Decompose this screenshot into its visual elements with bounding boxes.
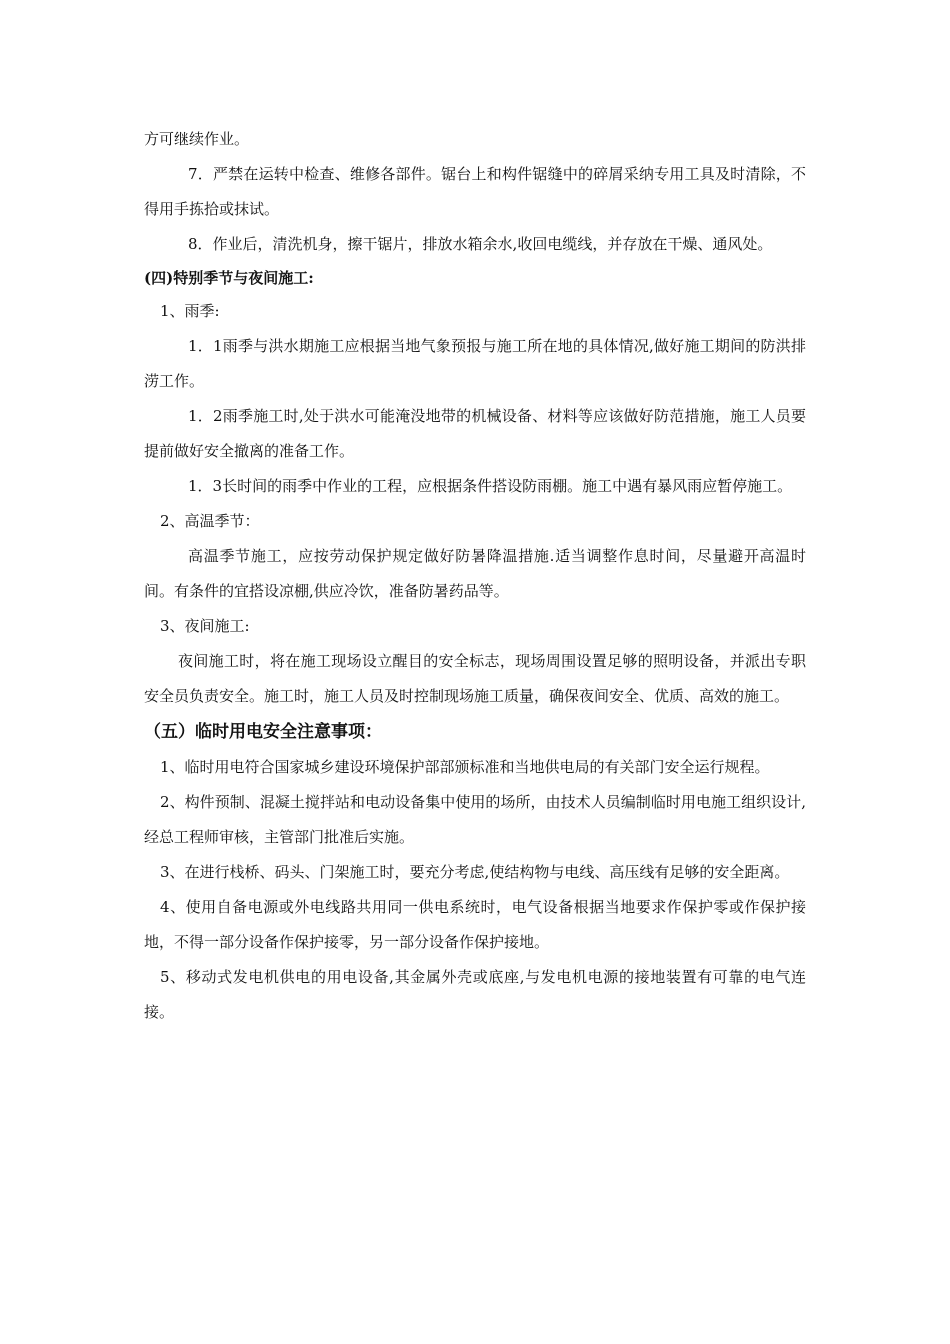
- section-heading-4: (四)特别季节与夜间施工:: [144, 269, 314, 287]
- paragraph-continuation: 方可继续作业。: [144, 130, 250, 148]
- paragraph-electric-3: 3、在进行栈桥、码头、门架施工时，要充分考虑,使结构物与电线、高压线有足够的安全距离。: [160, 863, 790, 881]
- subsection-night-work: 3、夜间施工:: [160, 617, 250, 635]
- paragraph-electric-4: 4、使用自备电源或外电线路共用同一供电系统时，电气设备根据当地要求作保护零或作保护接地，不得一部分设备作保护接零，另一部分设备作保护接地。: [144, 898, 806, 951]
- paragraph-item-8: 8．作业后，清洗机身，擦干锯片，排放水箱余水,收回电缆线，并存放在干燥、通风处。: [188, 235, 773, 253]
- paragraph-night-work: 夜间施工时，将在施工现场设立醒目的安全标志，现场周围设置足够的照明设备，并派出专职安全员负责安全。施工时，施工人员及时控制现场施工质量，确保夜间安全、优质、高效的施工。: [144, 652, 806, 705]
- paragraph-1-3: 1．3长时间的雨季中作业的工程，应根据条件搭设防雨棚。施工中遇有暴风雨应暂停施工。: [188, 477, 793, 495]
- paragraph-item-7: 7．严禁在运转中检查、维修各部件。锯台上和构件锯缝中的碎屑采纳专用工具及时清除，不得用手拣拾或抹试。: [144, 165, 806, 218]
- subsection-rainy-season: 1、雨季:: [160, 302, 220, 320]
- paragraph-electric-5: 5、移动式发电机供电的用电设备,其金属外壳或底座,与发电机电源的接地装置有可靠的电气连接。: [144, 968, 806, 1021]
- paragraph-1-1: 1．1雨季与洪水期施工应根据当地气象预报与施工所在地的具体情况,做好施工期间的防洪排涝工作。: [144, 337, 806, 390]
- paragraph-electric-2: 2、构件预制、混凝土搅拌站和电动设备集中使用的场所，由技术人员编制临时用电施工组织设计,经总工程师审核，主管部门批准后实施。: [144, 793, 806, 846]
- subsection-high-temperature: 2、高温季节：: [160, 512, 260, 530]
- paragraph-electric-1: 1、临时用电符合国家城乡建设环境保护部部颁标准和当地供电局的有关部门安全运行规程。: [160, 758, 770, 776]
- document-page: [144, 122, 806, 1030]
- paragraph-high-temperature: 高温季节施工，应按劳动保护规定做好防暑降温措施.适当调整作息时间，尽量避开高温时间。有条件的宜搭设凉棚,供应冷饮，准备防暑药品等。: [144, 547, 806, 600]
- section-heading-5: （五）临时用电安全注意事项：: [144, 722, 382, 742]
- paragraph-1-2: 1．2雨季施工时,处于洪水可能淹没地带的机械设备、材料等应该做好防范措施，施工人员要提前做好安全撤离的准备工作。: [144, 407, 806, 460]
